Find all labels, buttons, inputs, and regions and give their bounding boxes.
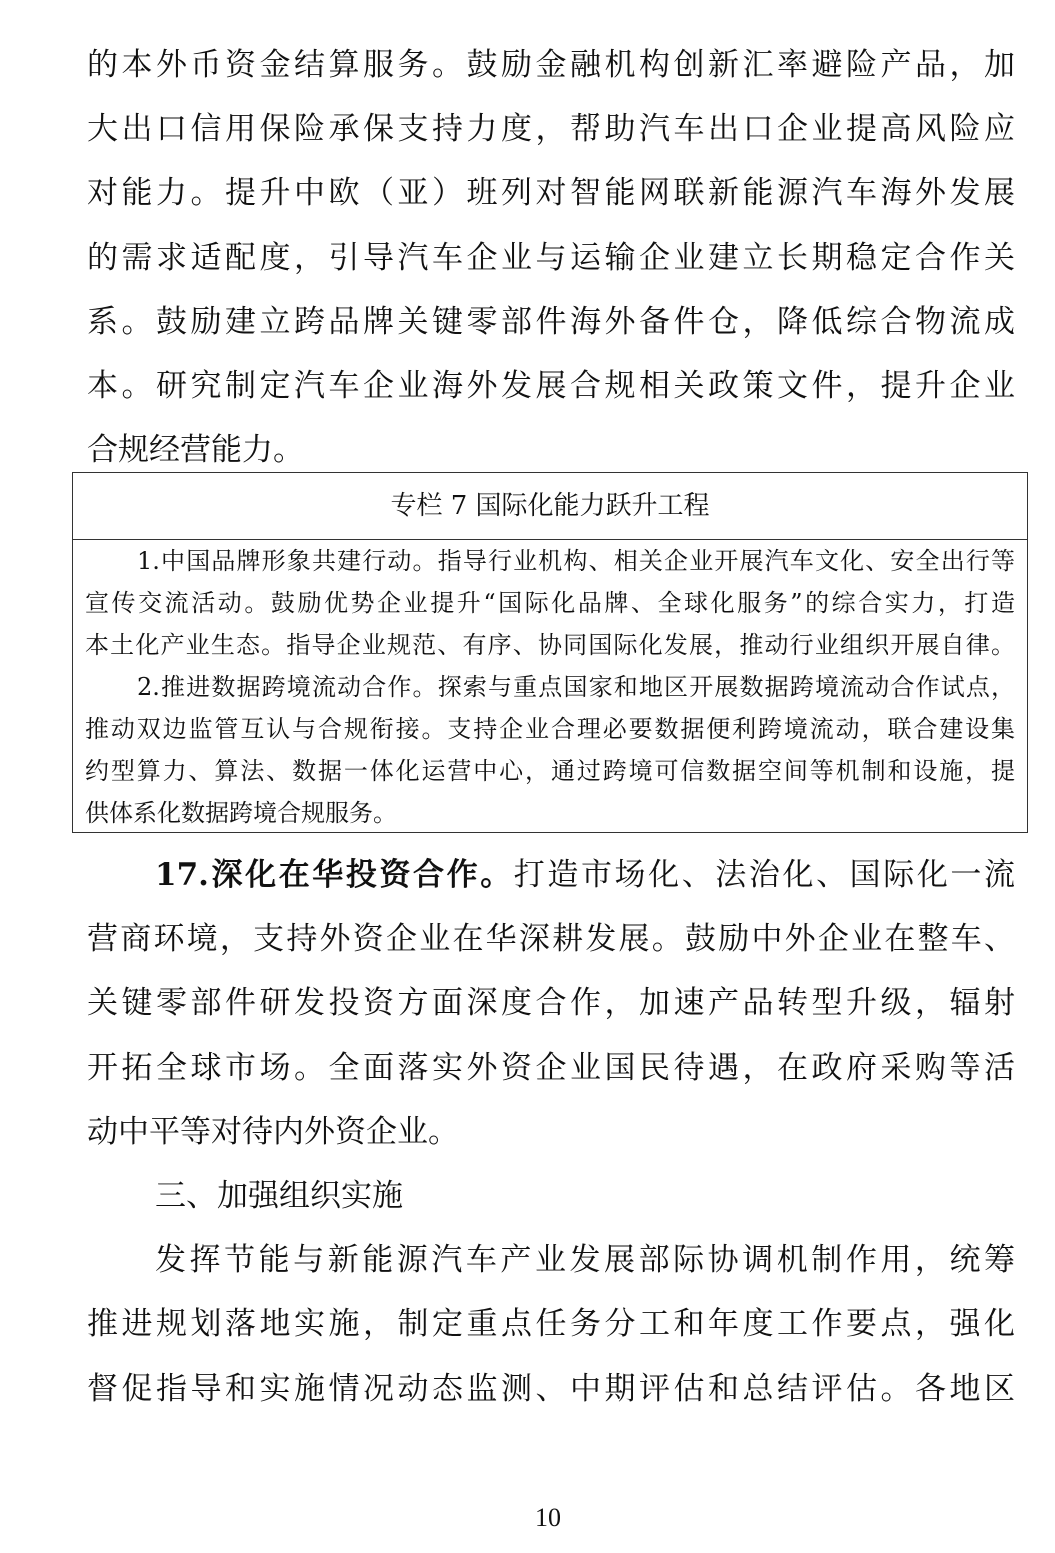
- section-3-line: 督促指导和实施情况动态监测、中期评估和总结评估。各地区: [87, 1370, 1015, 1407]
- section-17-line: 关键零部件研发投资方面深度合作，加速产品转型升级，辐射: [87, 985, 1015, 1022]
- paragraph-line: 的需求适配度，引导汽车企业与运输企业建立长期稳定合作关: [87, 239, 1015, 276]
- section-17-line: 开拓全球市场。全面落实外资企业国民待遇，在政府采购等活: [87, 1049, 1015, 1086]
- box-item-1-line: [85, 540, 1015, 582]
- box-item-2-line: 推动双边监管互认与合规衔接。支持企业合理必要数据便利跨境流动，联合建设集: [85, 715, 1015, 743]
- top-paragraph: [87, 33, 1015, 482]
- feature-box: [72, 472, 1028, 833]
- feature-box-title: 专栏 7 国际化能力跃升工程: [73, 473, 1027, 540]
- box-item-1-lead: 1.中国品牌形象共建行动。: [137, 547, 438, 575]
- feature-box-body: [73, 540, 1027, 834]
- box-item-2-line: 供体系化数据跨境合规服务。: [85, 799, 397, 827]
- box-item-2-line: 约型算力、算法、数据一体化运营中心，通过跨境可信数据空间等机制和设施，提: [85, 757, 1015, 785]
- paragraph-line: 系。鼓励建立跨品牌关键零部件海外备件仓，降低综合物流成: [87, 303, 1015, 340]
- paragraph-line: 大出口信用保险承保支持力度，帮助汽车出口企业提高风险应: [87, 111, 1015, 148]
- section-3-heading: 三、加强组织实施: [155, 1177, 403, 1214]
- page-number: 10: [535, 1503, 561, 1532]
- box-item-2-text: 探索与重点国家和地区开展数据跨境流动合作试点，: [437, 673, 1015, 701]
- paragraph-line: 的本外币资金结算服务。鼓励金融机构创新汇率避险产品，加: [87, 47, 1015, 83]
- paragraph-line: 本。研究制定汽车企业海外发展合规相关政策文件，提升企业: [87, 367, 1015, 404]
- section-17-line: 营商环境，支持外资企业在华深耕发展。鼓励中外企业在整车、: [87, 921, 1015, 958]
- box-item-2-line: [85, 666, 1015, 708]
- paragraph-line: 合规经营能力。: [87, 432, 304, 469]
- section-17-heading: 17.深化在华投资合作。: [155, 857, 514, 893]
- box-item-1-line: 宣传交流活动。鼓励优势企业提升“国际化品牌、全球化服务”的综合实力，打造: [85, 589, 1015, 617]
- section-17-line: [87, 843, 1015, 907]
- section-3-line: 推进规划落地实施，制定重点任务分工和年度工作要点，强化: [87, 1306, 1015, 1343]
- section-3-line: 发挥节能与新能源汽车产业发展部际协调机制作用，统筹: [155, 1242, 1015, 1279]
- box-item-1-text: 指导行业机构、相关企业开展汽车文化、安全出行等: [437, 547, 1015, 575]
- lower-text: [87, 843, 1015, 1421]
- paragraph-line: 对能力。提升中欧（亚）班列对智能网联新能源汽车海外发展: [87, 175, 1015, 212]
- box-item-2-lead: 2.推进数据跨境流动合作。: [137, 673, 438, 701]
- section-17-text: 打造市场化、法治化、国际化一流: [513, 857, 1015, 893]
- section-17-line: 动中平等对待内外资企业。: [87, 1113, 459, 1150]
- box-item-1-line: 本土化产业生态。指导企业规范、有序、协同国际化发展，推动行业组织开展自律。: [85, 631, 1015, 659]
